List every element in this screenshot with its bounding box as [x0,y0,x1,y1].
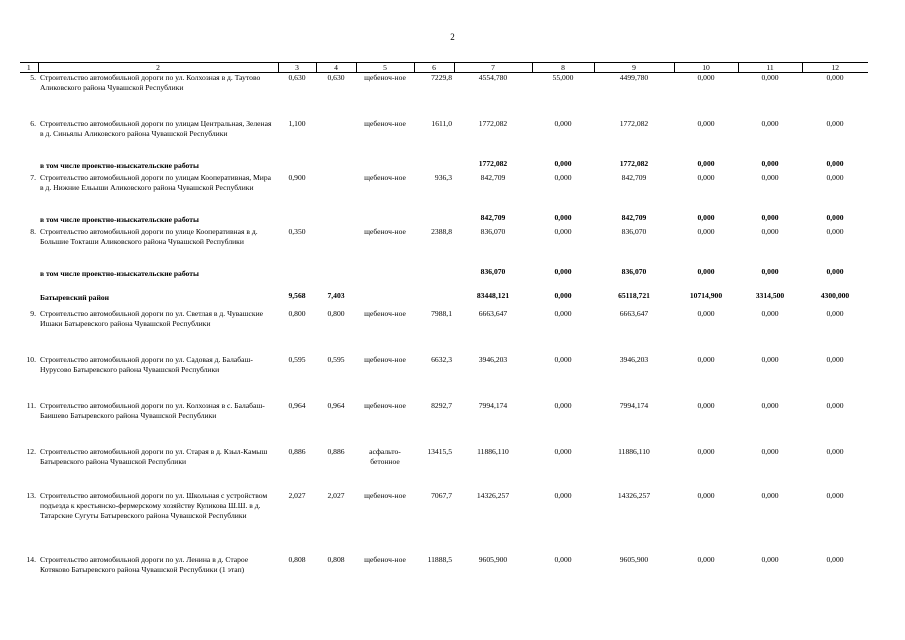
cell-c4: 2,027 [327,490,345,500]
cell-c5 [356,267,414,291]
cell-c5: щебеноч-ное [364,554,406,564]
cell-c10: 0,000 [697,73,715,82]
cell-c11: 0,000 [761,554,779,564]
cell-c4: 0,886 [327,446,345,456]
cell-name: Строительство автомобильной дороги по ул. Колхозная в д. Таутово Аликовского района Чувашской Республики [40,73,261,92]
cell-c9: 1772,082 [619,158,649,168]
column-header-1: 1 [20,63,38,73]
cell-num [20,159,38,173]
cell-name: Строительство автомобильной дороги по улице Кооперативная в д. Большие Токташи Аликовского района Чувашской Республики [40,226,258,246]
table-row [20,309,868,355]
cell-c3: 0,350 [288,226,306,236]
cell-name: Строительство автомобильной дороги по улицам Кооперативная, Мира в д. Нижние Ельыши Аликовского района Чувашской Республики [40,172,272,192]
cell-c12: 0,000 [826,354,844,364]
cell-name: в том числе проектно-изыскательские работы [40,268,199,278]
cell-c3: 0,808 [288,554,306,564]
cell-c6 [414,291,454,309]
cell-c9: 7994,174 [619,400,649,410]
cell-c7: 842,709 [480,172,506,182]
cell-c5: щебеноч-ное [364,172,406,182]
cell-c9: 836,070 [621,226,647,236]
cell-c12: 0,000 [826,212,844,222]
cell-c4 [316,173,356,213]
cell-c11: 0,000 [761,266,779,276]
construction-table [20,62,868,595]
cell-c10: 0,000 [697,226,715,236]
cell-c6: 7988,1 [431,308,452,318]
cell-c8: 0,000 [554,400,572,410]
column-header-8: 8 [532,63,594,73]
cell-c9: 842,709 [621,212,647,222]
cell-c7: 14326,257 [476,490,510,500]
cell-c10: 10714,900 [689,290,723,300]
cell-c12: 0,000 [826,158,844,168]
cell-c8: 0,000 [554,554,572,564]
cell-c11: 0,000 [761,308,779,318]
cell-c4: 0,630 [327,73,345,82]
cell-name: Строительство автомобильной дороги по ул. Садовая д. Балабаш-Нурусово Батыревского района Чувашской Республики [40,354,253,374]
cell-name: Батыревский район [40,292,110,302]
cell-c6: 11888,5 [427,554,452,564]
cell-num: 14. [26,554,36,564]
cell-name: Строительство автомобильной дороги по ул. Ленина в д. Старое Котяково Батыревского района Чувашской Республики (1 этап) [40,554,249,574]
cell-num: 11. [26,400,36,410]
column-header-11: 11 [738,63,802,73]
cell-c6 [414,213,454,227]
column-header-3: 3 [278,63,316,73]
cell-c3: 0,964 [288,400,306,410]
subtotal-row [20,213,868,227]
cell-c5 [356,291,414,309]
cell-c9: 11886,110 [618,446,650,456]
cell-c10: 0,000 [697,212,715,222]
cell-c6 [414,267,454,291]
cell-c3 [278,267,316,291]
cell-c10: 0,000 [697,490,715,500]
cell-c10: 0,000 [697,354,715,364]
cell-c5: щебеноч-ное [364,73,406,82]
table-row [20,401,868,447]
cell-c12: 0,000 [826,446,844,456]
cell-name: Строительство автомобильной дороги по ул. Светлая в д. Чувашские Ишаки Батыревского района Чувашской Республики [40,308,264,328]
cell-name: Строительство автомобильной дороги по улицам Центральная, Зеленая в д. Синьялы Аликовского района Чувашской Республики [40,118,272,138]
cell-c7: 4554,780 [478,73,508,82]
cell-num: 13. [26,490,36,500]
cell-c9: 836,070 [621,266,647,276]
cell-c5: щебеноч-ное [364,490,406,500]
cell-c8: 0,000 [554,354,572,364]
cell-c8: 0,000 [554,226,572,236]
cell-c5: щебеноч-ное [364,308,406,318]
table-row [20,355,868,401]
cell-c9: 842,709 [621,172,647,182]
cell-c8: 0,000 [554,490,572,500]
cell-c10: 0,000 [697,118,715,128]
cell-c12: 0,000 [826,554,844,564]
cell-c9: 14326,257 [617,490,651,500]
cell-c5: щебеноч-ное [364,354,406,364]
cell-c3: 0,595 [288,354,306,364]
cell-c7: 7994,174 [478,400,508,410]
cell-c4 [316,227,356,267]
cell-num [20,213,38,227]
column-header-6: 6 [414,63,454,73]
cell-c5: щебеноч-ное [364,118,406,128]
cell-num [20,291,38,309]
cell-c6: 6632,3 [431,354,452,364]
cell-num: 7. [30,172,36,182]
cell-c7: 836,070 [480,226,506,236]
cell-num: 8. [30,226,36,236]
table-row [20,119,868,159]
cell-c3: 9,568 [288,290,306,300]
page-number: 2 [450,32,455,42]
cell-c4 [316,119,356,159]
cell-c3: 1,100 [288,118,306,128]
cell-c11: 0,000 [761,172,779,182]
cell-c7: 9605,900 [478,554,508,564]
cell-c9: 65118,721 [618,290,650,300]
cell-c7: 842,709 [480,212,506,222]
cell-c5: щебеноч-ное [364,226,406,236]
column-header-10: 10 [674,63,738,73]
cell-c12: 0,000 [826,308,844,318]
cell-num: 12. [26,446,36,456]
column-header-7: 7 [454,63,532,73]
cell-c8: 0,000 [554,118,572,128]
cell-c5: асфальто-бетонное [369,446,401,466]
cell-c12: 0,000 [826,400,844,410]
cell-num: 5. [30,73,36,82]
cell-c4: 0,800 [327,308,345,318]
cell-c10: 0,000 [697,308,715,318]
cell-c10: 0,000 [697,554,715,564]
cell-c6: 2388,8 [431,226,452,236]
cell-num: 10. [26,354,36,364]
cell-c10: 0,000 [697,400,715,410]
cell-c8: 0,000 [554,290,572,300]
cell-c12: 0,000 [826,172,844,182]
column-header-12: 12 [802,63,868,73]
cell-c4: 7,403 [327,290,345,300]
cell-c12: 0,000 [826,266,844,276]
cell-c11: 3314,500 [755,290,785,300]
cell-c8: 0,000 [554,266,572,276]
cell-c12: 4300,000 [820,290,850,300]
cell-c12: 0,000 [826,118,844,128]
cell-c8: 0,000 [554,158,572,168]
cell-c11: 0,000 [761,354,779,364]
cell-name: в том числе проектно-изыскательские работы [40,160,199,170]
cell-c10: 0,000 [697,446,715,456]
cell-c3: 0,900 [288,172,306,182]
cell-c5 [356,213,414,227]
cell-name: Строительство автомобильной дороги по ул. Колхозная в с. Балабаш-Баишево Батыревского района Чувашской Республики [40,400,265,420]
table-row [20,227,868,267]
cell-c6: 1611,0 [431,118,452,128]
cell-c3: 0,800 [288,308,306,318]
cell-c9: 3946,203 [619,354,649,364]
cell-c4 [316,213,356,227]
cell-c10: 0,000 [697,172,715,182]
cell-c11: 0,000 [761,73,779,82]
cell-c11: 0,000 [761,400,779,410]
cell-c7: 11886,110 [477,446,509,456]
cell-c3: 0,886 [288,446,306,456]
cell-num: 6. [30,118,36,128]
cell-c10: 0,000 [697,266,715,276]
cell-c8: 0,000 [554,446,572,456]
cell-c4: 0,964 [327,400,345,410]
cell-c8: 0,000 [554,172,572,182]
cell-c4 [316,267,356,291]
cell-c4 [316,159,356,173]
table-header [20,63,868,73]
cell-c6: 8292,7 [431,400,452,410]
cell-c6: 13415,5 [427,446,452,456]
cell-c9: 1772,082 [619,118,649,128]
cell-c12: 0,000 [826,73,844,82]
cell-c3: 2,027 [288,490,306,500]
cell-c8: 0,000 [554,308,572,318]
cell-c6: 936,3 [434,172,452,182]
table-row [20,555,868,595]
cell-c8: 55,000 [552,73,574,82]
cell-c6: 7067,7 [431,490,452,500]
cell-c11: 0,000 [761,490,779,500]
cell-c7: 1772,082 [478,158,508,168]
cell-c9: 9605,900 [619,554,649,564]
column-header-4: 4 [316,63,356,73]
cell-c4: 0,595 [327,354,345,364]
cell-c7: 836,070 [480,266,506,276]
cell-c5 [356,159,414,173]
column-header-9: 9 [594,63,674,73]
table-row [20,447,868,491]
district-row [20,291,868,309]
cell-c11: 0,000 [761,446,779,456]
table-row [20,173,868,213]
cell-c7: 3946,203 [478,354,508,364]
cell-c3 [278,213,316,227]
cell-c9: 4499,780 [619,73,649,82]
cell-c12: 0,000 [826,490,844,500]
cell-c11: 0,000 [761,226,779,236]
cell-name: в том числе проектно-изыскательские работы [40,214,199,224]
cell-name: Строительство автомобильной дороги по ул. Школьная с устройством подъезда к крестьянско-фермерскому хозяйству Куликова Ш.Ш. в д. Татарские Сугуты Батыревского района Чувашской Республики [40,490,268,520]
subtotal-row [20,159,868,173]
column-header-5: 5 [356,63,414,73]
cell-c4: 0,808 [327,554,345,564]
cell-c6 [414,159,454,173]
cell-num: 9. [30,308,36,318]
table-row [20,73,868,119]
cell-c5: щебеноч-ное [364,400,406,410]
column-header-2: 2 [38,63,278,73]
cell-c12: 0,000 [826,226,844,236]
cell-c7: 83448,121 [476,290,510,300]
subtotal-row [20,267,868,291]
cell-c11: 0,000 [761,118,779,128]
cell-c11: 0,000 [761,158,779,168]
cell-c7: 6663,647 [478,308,508,318]
cell-c3 [278,159,316,173]
cell-c8: 0,000 [554,212,572,222]
cell-c7: 1772,082 [478,118,508,128]
cell-c6: 7229,8 [431,73,452,82]
cell-c10: 0,000 [697,158,715,168]
cell-c3: 0,630 [288,73,306,82]
cell-num [20,267,38,291]
cell-name: Строительство автомобильной дороги по ул. Старая в д. Кзыл-Камыш Батыревского района Чувашской Республики [40,446,268,466]
cell-c11: 0,000 [761,212,779,222]
table-row [20,491,868,555]
cell-c9: 6663,647 [619,308,649,318]
